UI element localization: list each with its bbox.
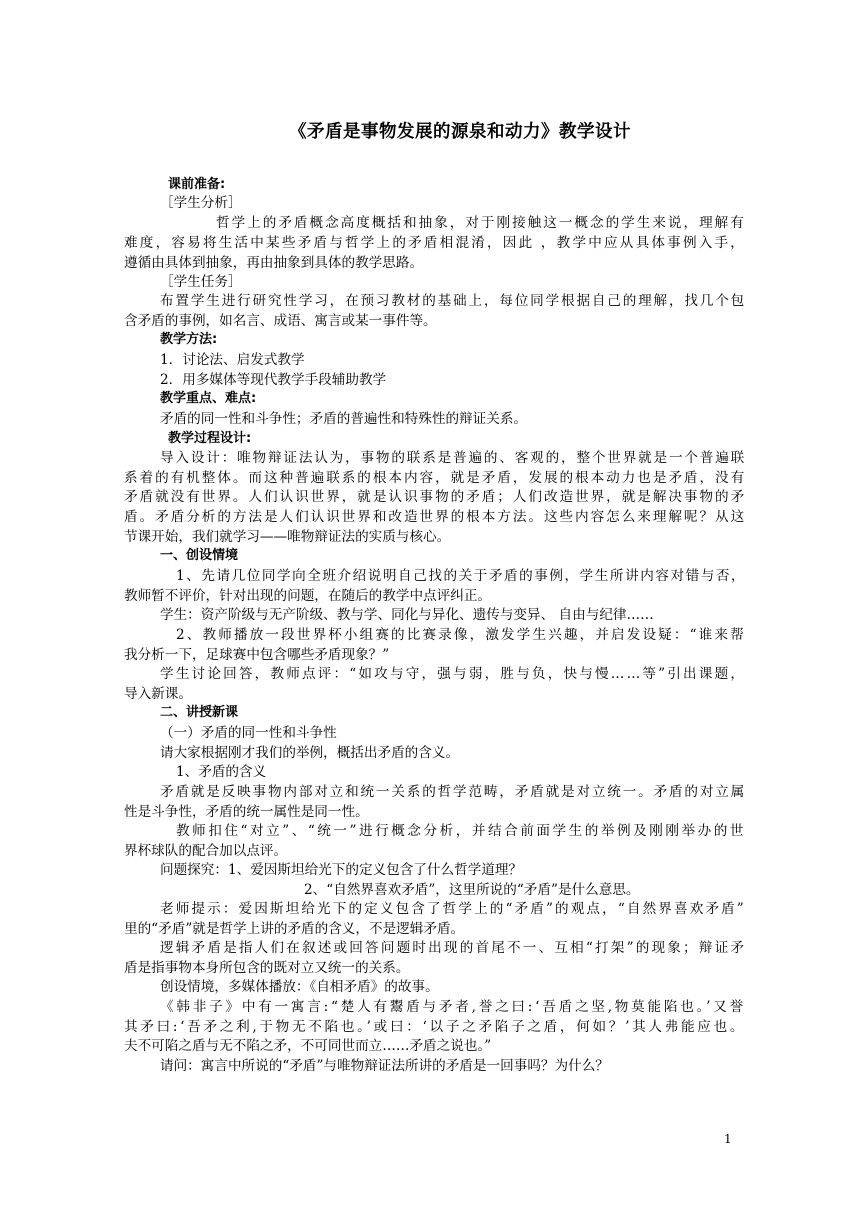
- body-text-line: 其矛曰:‘吾矛之利,于物无不陷也。’或曰：‘以子之矛陷子之盾，何如？’其人弗能应也。: [124, 1019, 747, 1035]
- section-heading: 教学重点、难点:: [160, 391, 257, 406]
- body-text-line: 1、先请几位同学向全班介绍说明自己找的关于矛盾的事例，学生所讲内容对错与否，: [176, 568, 747, 584]
- body-text-line: 系着的有机整体。而这种普遍联系的根本内容，就是矛盾，发展的根本动力也是矛盾，没有: [124, 470, 747, 486]
- body-text-line: 创设情境，多媒体播放：《自相矛盾》的故事。: [160, 979, 439, 995]
- section-heading: 一、创设情境: [160, 548, 239, 563]
- body-text-line: 含矛盾的事例，如名言、成语、寓言或某一事件等。: [124, 313, 437, 329]
- body-text-line: 2、“自然界喜欢矛盾”，这里所说的“矛盾”是什么意思。: [304, 882, 640, 898]
- body-text-line: 导入新课。: [124, 686, 192, 702]
- body-text-line: 请大家根据刚才我们的举例，概括出矛盾的含义。: [160, 745, 460, 761]
- page-number: 1: [724, 1132, 732, 1146]
- body-text-line: ［学生分析］: [160, 195, 242, 211]
- section-heading: 教学过程设计:: [168, 431, 252, 446]
- body-text-line: 老师提示：爱因斯坦给光下的定义包含了哲学上的“矛盾”的观点，“自然界喜欢矛盾”: [160, 901, 746, 917]
- body-text-line: 《韩非子》中有一寓言:“楚人有鬻盾与矛者,誉之曰:‘吾盾之坚,物莫能陷也。’又誉: [160, 999, 746, 1015]
- body-text-line: 我分析一下，足球赛中包含哪些矛盾现象？”: [124, 647, 390, 663]
- body-text-line: 教师扣住“对立”、“统一”进行概念分析，并结合前面学生的举例及刚刚举办的世: [176, 823, 746, 839]
- section-heading: 二、讲授新课: [160, 705, 239, 720]
- body-text-line: 2、教师播放一段世界杯小组赛的比赛录像，激发学生兴趣，并启发设疑：“谁来帮: [176, 627, 746, 643]
- body-text-line: 1．讨论法、启发式教学: [160, 352, 305, 368]
- body-text-line: 矛盾的同一性和斗争性；矛盾的普遍性和特殊性的辩证关系。: [160, 411, 528, 427]
- body-text-line: 逻辑矛盾是指人们在叙述或回答问题时出现的首尾不一、互相“打架”的现象；辩证矛: [160, 940, 747, 956]
- body-text-line: 请问：寓言中所说的“矛盾”与唯物辩证法所讲的矛盾是一回事吗？为什么？: [160, 1058, 609, 1074]
- body-text-line: 里的“矛盾”就是哲学上讲的矛盾的含义，不是逻辑矛盾。: [124, 921, 465, 937]
- body-text-line: 界杯球队的配合加以点评。: [124, 843, 288, 859]
- body-text-line: 布置学生进行研究性学习，在预习教材的基础上，每位同学根据自己的理解，找几个包: [160, 293, 747, 309]
- body-text-line: 遵循由具体到抽象，再由抽象到具体的教学思路。: [124, 255, 424, 271]
- body-text-line: 盾是指事物本身所包含的既对立又统一的关系。: [124, 960, 410, 976]
- body-text-line: 导入设计：唯物辩证法认为，事物的联系是普遍的、客观的，整个世界就是一个普遍联: [160, 450, 747, 466]
- body-text-line: 夫不可陷之盾与无不陷之矛，不可同世而立……矛盾之说也。”: [124, 1038, 492, 1054]
- section-heading: 教学方法:: [160, 332, 218, 347]
- body-text-line: 学生：资产阶级与无产阶级、教与学、同化与异化、遗传与变异、 自由与纪律……: [160, 607, 654, 623]
- body-text-line: 问题探究：1、爱因斯坦给光下的定义包含了什么哲学道理？: [160, 862, 523, 878]
- document-title: 《矛盾是事物发展的源泉和动力》教学设计: [289, 122, 631, 142]
- body-text-line: 节课开始，我们就学习——唯物辩证法的实质与核心。: [124, 529, 451, 545]
- body-text-line: 矛盾就没有世界。人们认识世界，就是认识事物的矛盾；人们改造世界，就是解决事物的矛: [124, 489, 747, 505]
- body-text-line: 1、矛盾的含义: [176, 764, 267, 780]
- body-text-line: 哲学上的矛盾概念高度概括和抽象，对于刚接触这一概念的学生来说，理解有: [216, 215, 746, 231]
- body-text-line: ［学生任务］: [160, 274, 242, 290]
- body-text-line: 盾。矛盾分析的方法是人们认识世界和改造世界的根本方法。这些内容怎么来理解呢？从这: [124, 509, 747, 525]
- body-text-line: 矛盾就是反映事物内部对立和统一关系的哲学范畴，矛盾就是对立统一。矛盾的对立属: [160, 784, 747, 800]
- body-text-line: 难度，容易将生活中某些矛盾与哲学上的矛盾相混淆，因此 ，教学中应从具体事例入手，: [124, 235, 747, 251]
- body-text-line: 性是斗争性，矛盾的统一属性是同一性。: [124, 804, 369, 820]
- body-text-line: 教师暂不评价，针对出现的问题，在随后的教学中点评纠正。: [124, 588, 492, 604]
- body-text-line: 2．用多媒体等现代教学手段辅助教学: [160, 372, 387, 388]
- body-text-line: 学生讨论回答，教师点评：“如攻与守，强与弱，胜与负，快与慢……等”引出课题，: [160, 666, 747, 682]
- section-heading: 课前准备:: [168, 177, 226, 192]
- body-text-line: （一）矛盾的同一性和斗争性: [160, 725, 337, 741]
